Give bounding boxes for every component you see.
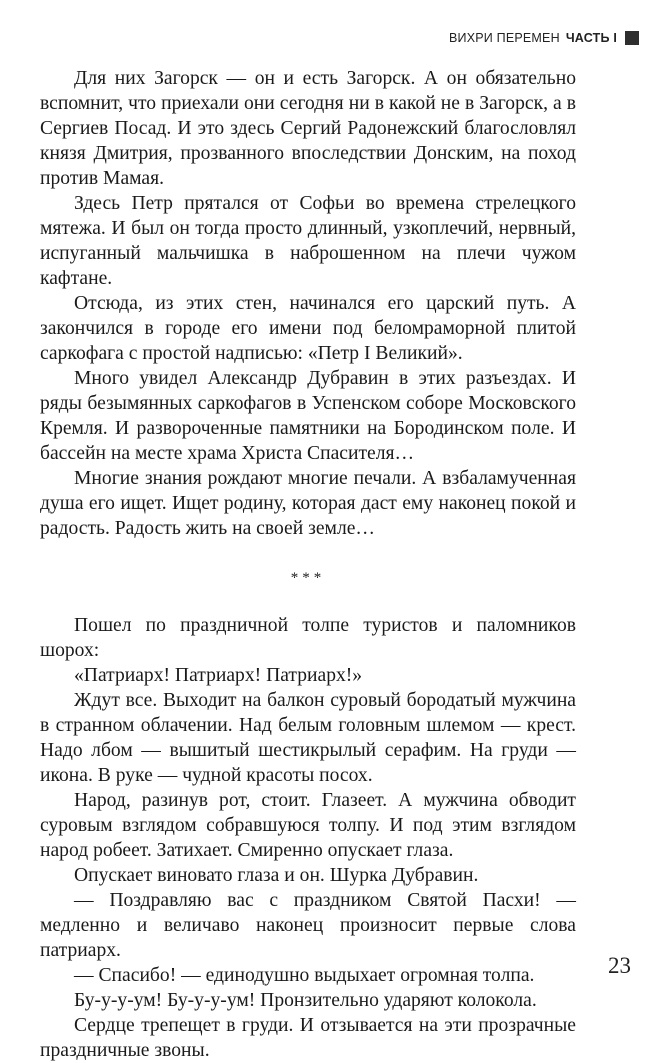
paragraph: Многие знания рождают многие печали. А взбаламученная душа его ищет. Ищет родину, которая даст ему наконец покой и радость. Радость жить на своей земле… (40, 468, 576, 539)
running-header (449, 31, 639, 45)
part-label: ЧАСТЬ I (565, 31, 617, 45)
paragraph: Опускает виновато глаза и он. Шурка Дубравин. (74, 865, 479, 886)
paragraph: Ждут все. Выходит на балкон суровый бородатый мужчина в странном облачении. Над белым головным шлемом — крест. Надо лбом — вышитый шестикрылый серафим. На груди — икона. В руке — чудной красоты посох. (40, 690, 576, 786)
page-number: 23 (608, 953, 631, 978)
paragraph: — Спасибо! — единодушно выдыхает огромная толпа. (74, 965, 535, 986)
header-marker-square (625, 31, 639, 45)
section-separator: *** (290, 570, 326, 586)
paragraph: Много увидел Александр Дубравин в этих разъездах. И ряды безымянных саркофагов в Успенском соборе Московского Кремля. И развороченные памятники на Бородинском поле. И бассейн на месте храма Христа Спасителя… (40, 368, 576, 464)
paragraph: «Патриарх! Патриарх! Патриарх!» (74, 665, 363, 686)
paragraph: Отсюда, из этих стен, начинался его царский путь. А закончился в городе его имени под беломраморной плитой саркофага с простой надписью: «Петр I Великий». (40, 293, 576, 364)
paragraph: Народ, разинув рот, стоит. Глазеет. А мужчина обводит суровым взглядом собравшуюся толпу. И под этим взглядом народ робеет. Затихает. Смиренно опускает глаза. (40, 790, 576, 861)
paragraph: Здесь Петр прятался от Софьи во времена стрелецкого мятежа. И был он тогда просто длинный, узкоплечий, нервный, испуганный мальчишка в наброшенном на плечи чужом кафтане. (40, 193, 576, 289)
paragraph: Сердце трепещет в груди. И отзывается на эти прозрачные праздничные звоны. (40, 1015, 576, 1061)
paragraph: Для них Загорск — он и есть Загорск. А он обязательно вспомнит, что приехали они сегодня ни в какой не в Загорск, а в Сергиев Посад. И это здесь Сергий Радонежский благословлял князя Дмитрия, прозванного впоследствии Донским, на поход против Мамая. (40, 68, 576, 189)
paragraph: Пошел по праздничной толпе туристов и паломников шорох: (40, 615, 576, 661)
book-title: ВИХРИ ПЕРЕМЕН (448, 31, 560, 45)
paragraph: Бу-у-у-ум! Бу-у-у-ум! Пронзительно ударяют колокола. (74, 990, 537, 1011)
body-text (40, 66, 576, 1063)
paragraph: — Поздравляю вас с праздником Святой Пасхи! — медленно и величаво наконец произносит первые слова патриарх. (40, 890, 576, 961)
